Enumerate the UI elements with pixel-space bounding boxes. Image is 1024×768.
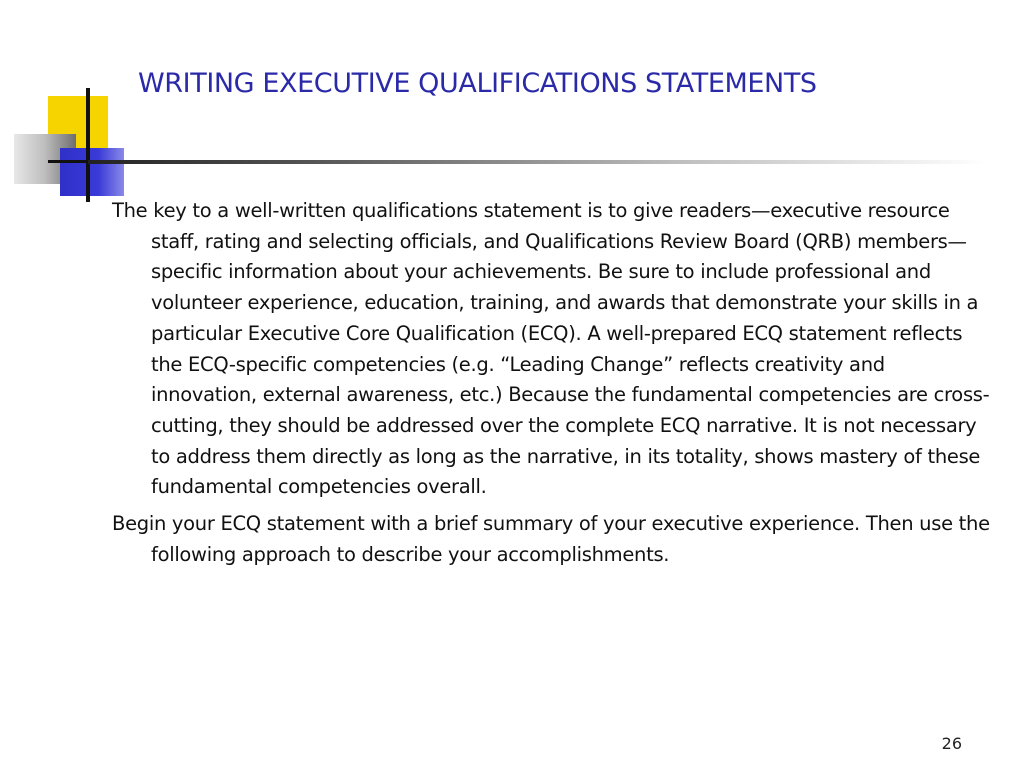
title-underline-rule — [88, 160, 988, 164]
blue-square-shape — [60, 148, 124, 196]
decorative-logo-squares — [0, 0, 200, 210]
body-paragraph: The key to a well-written qualifications statement is to give readers—executive resource staff, rating and selecting officials, and Qualifications Review Board (QRB) members—specific information about your achievements. Be sure to include professional and volunteer experience, education, training, and awards that demonstrate your skills in a particular Executive Core Qualification (ECQ). A well-prepared ECQ statement reflects the ECQ-specific competencies (e.g. “Leading Change” reflects creativity and innovation, external awareness, etc.) Because the fundamental competencies are cross-cutting, they should be addressed over the complete ECQ narrative. It is not necessary to address them directly as long as the narrative, in its totality, shows mastery of these fundamental competencies overall. — [112, 199, 990, 499]
page-number: 26 — [941, 734, 962, 753]
slide-title: WRITING EXECUTIVE QUALIFICATIONS STATEMENTS — [138, 68, 817, 99]
body-paragraph: Begin your ECQ statement with a brief summary of your executive experience. Then use the following approach to describe your accomplishments. — [112, 512, 990, 566]
slide-body — [112, 196, 992, 576]
vertical-divider-line — [86, 88, 90, 202]
